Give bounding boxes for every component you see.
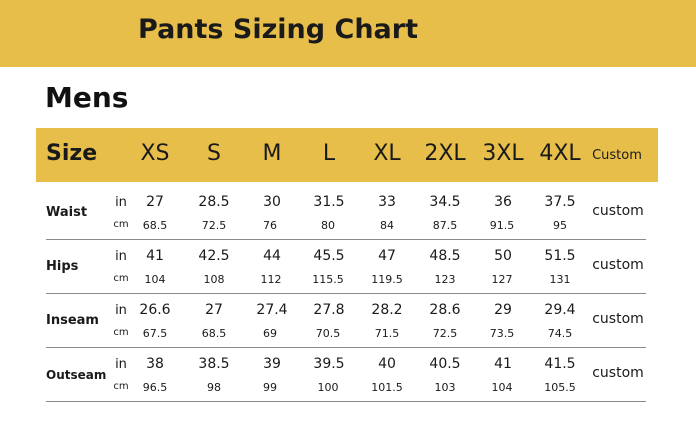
waist-in-l: 31.5 xyxy=(313,194,345,210)
hips-in-4xl: 51.5 xyxy=(544,248,576,264)
unit-cm: cm xyxy=(113,219,129,230)
inseam-cm-3xl: 73.5 xyxy=(489,327,515,340)
row-divider xyxy=(46,347,646,348)
row-label-hips: Hips xyxy=(46,259,79,274)
header-custom-label: Custom xyxy=(592,148,642,163)
hips-cm-m: 112 xyxy=(260,273,282,286)
inseam-custom: custom xyxy=(592,311,644,327)
outseam-cm-l: 100 xyxy=(317,381,339,394)
outseam-cm-xs: 96.5 xyxy=(142,381,168,394)
waist-cm-l: 80 xyxy=(321,219,335,232)
header-size-m: M xyxy=(262,141,282,166)
waist-in-xl: 33 xyxy=(378,194,396,210)
outseam-cm-s: 98 xyxy=(207,381,221,394)
hips-cm-xl: 119.5 xyxy=(371,273,403,286)
hips-cm-xs: 104 xyxy=(144,273,166,286)
header-size-s: S xyxy=(207,141,221,166)
hips-cm-s: 108 xyxy=(203,273,225,286)
inseam-in-m: 27.4 xyxy=(256,302,288,318)
hips-in-l: 45.5 xyxy=(313,248,345,264)
inseam-in-s: 27 xyxy=(205,302,223,318)
inseam-in-xs: 26.6 xyxy=(139,302,171,318)
inseam-in-l: 27.8 xyxy=(313,302,345,318)
hips-cm-l: 115.5 xyxy=(312,273,344,286)
hips-in-2xl: 48.5 xyxy=(429,248,461,264)
inseam-cm-m: 69 xyxy=(263,327,277,340)
waist-cm-m: 76 xyxy=(263,219,277,232)
unit-in: in xyxy=(115,303,127,318)
outseam-cm-2xl: 103 xyxy=(434,381,456,394)
header-size-xs: XS xyxy=(140,141,170,166)
waist-in-m: 30 xyxy=(263,194,281,210)
inseam-in-2xl: 28.6 xyxy=(429,302,461,318)
waist-in-s: 28.5 xyxy=(198,194,230,210)
waist-cm-xl: 84 xyxy=(380,219,394,232)
unit-cm: cm xyxy=(113,327,129,338)
row-divider xyxy=(46,401,646,402)
hips-cm-3xl: 127 xyxy=(491,273,513,286)
outseam-in-l: 39.5 xyxy=(313,356,345,372)
inseam-in-3xl: 29 xyxy=(494,302,512,318)
outseam-cm-3xl: 104 xyxy=(491,381,513,394)
waist-cm-s: 72.5 xyxy=(201,219,227,232)
waist-cm-2xl: 87.5 xyxy=(432,219,458,232)
hips-custom: custom xyxy=(592,257,644,273)
outseam-in-3xl: 41 xyxy=(494,356,512,372)
row-divider xyxy=(46,239,646,240)
outseam-cm-4xl: 105.5 xyxy=(544,381,576,394)
row-label-waist: Waist xyxy=(46,205,88,220)
header-size-l: L xyxy=(322,141,336,166)
inseam-cm-xl: 71.5 xyxy=(374,327,400,340)
row-label-inseam: Inseam xyxy=(46,313,99,328)
hips-cm-2xl: 123 xyxy=(434,273,456,286)
header-size-label: Size xyxy=(46,141,98,166)
section-title-mens: Mens xyxy=(45,81,129,114)
inseam-cm-2xl: 72.5 xyxy=(432,327,458,340)
unit-in: in xyxy=(115,195,127,210)
waist-cm-4xl: 95 xyxy=(553,219,567,232)
outseam-in-4xl: 41.5 xyxy=(544,356,576,372)
outseam-cm-xl: 101.5 xyxy=(371,381,403,394)
waist-in-3xl: 36 xyxy=(494,194,512,210)
inseam-in-xl: 28.2 xyxy=(371,302,403,318)
outseam-custom: custom xyxy=(592,365,644,381)
header-size-3xl: 3XL xyxy=(482,141,524,166)
outseam-in-xs: 38 xyxy=(146,356,164,372)
waist-cm-3xl: 91.5 xyxy=(489,219,515,232)
unit-cm: cm xyxy=(113,381,129,392)
hips-in-3xl: 50 xyxy=(494,248,512,264)
waist-cm-xs: 68.5 xyxy=(142,219,168,232)
row-label-outseam: Outseam xyxy=(46,368,107,382)
outseam-in-m: 39 xyxy=(263,356,281,372)
unit-in: in xyxy=(115,357,127,372)
header-size-4xl: 4XL xyxy=(539,141,581,166)
inseam-cm-s: 68.5 xyxy=(201,327,227,340)
outseam-in-2xl: 40.5 xyxy=(429,356,461,372)
outseam-in-xl: 40 xyxy=(378,356,396,372)
waist-in-4xl: 37.5 xyxy=(544,194,576,210)
page-title: Pants Sizing Chart xyxy=(138,14,418,45)
hips-in-m: 44 xyxy=(263,248,281,264)
waist-in-2xl: 34.5 xyxy=(429,194,461,210)
row-divider xyxy=(46,293,646,294)
waist-in-xs: 27 xyxy=(146,194,164,210)
hips-in-xl: 47 xyxy=(378,248,396,264)
waist-custom: custom xyxy=(592,203,644,219)
unit-cm: cm xyxy=(113,273,129,284)
unit-in: in xyxy=(115,249,127,264)
inseam-in-4xl: 29.4 xyxy=(544,302,576,318)
inseam-cm-l: 70.5 xyxy=(315,327,341,340)
hips-in-s: 42.5 xyxy=(198,248,230,264)
header-size-xl: XL xyxy=(373,141,401,166)
hips-cm-4xl: 131 xyxy=(549,273,571,286)
inseam-cm-xs: 67.5 xyxy=(142,327,168,340)
hips-in-xs: 41 xyxy=(146,248,164,264)
outseam-cm-m: 99 xyxy=(263,381,277,394)
outseam-in-s: 38.5 xyxy=(198,356,230,372)
header-size-2xl: 2XL xyxy=(424,141,466,166)
inseam-cm-4xl: 74.5 xyxy=(547,327,573,340)
